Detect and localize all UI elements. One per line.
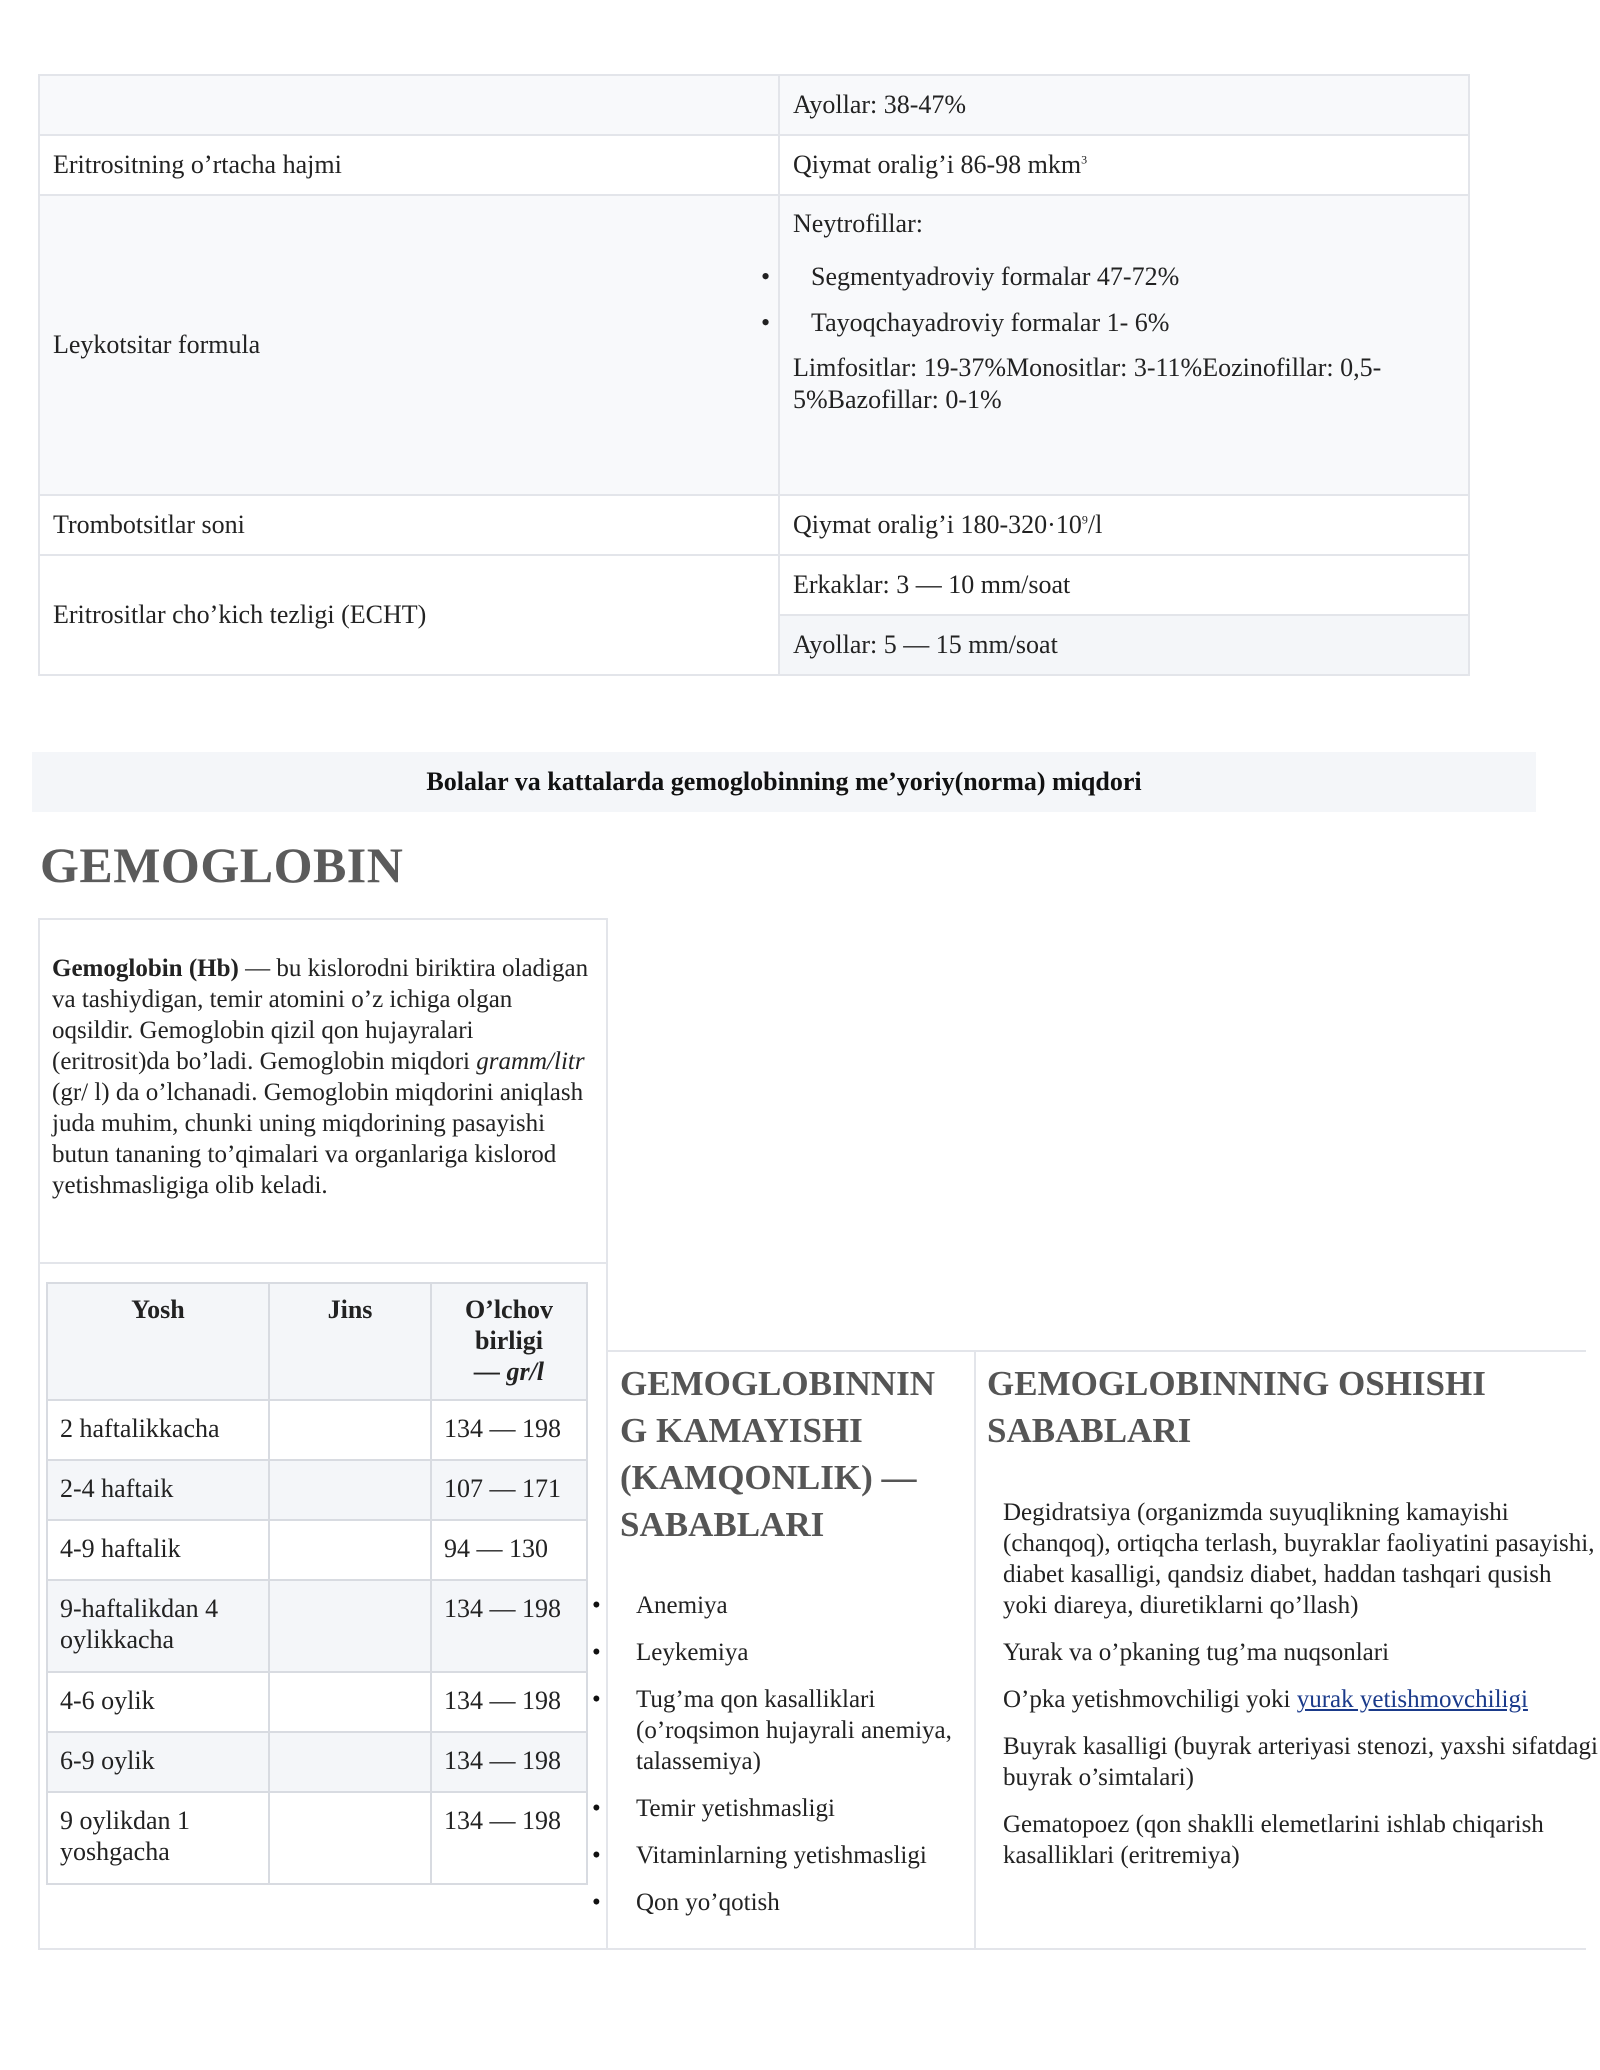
heading-line: G KAMAYISHI [620, 1411, 863, 1450]
table-cell: 107 — 171 [431, 1460, 587, 1520]
column-header: Jins [269, 1283, 431, 1400]
table-cell: Ayollar: 38-47% [779, 75, 1469, 135]
list-item-text: O’pka yetishmovchiligi yoki [1003, 1686, 1297, 1713]
intro-text [52, 953, 592, 1201]
intro-text-1: — bu kislorodni biriktira oladigan va tashiydigan, temir atomini o’z ichiga olgan oqsildir. Gemoglobin qizil qon hujayralari (eritrosit)da bo’ladi. Gemoglobin miqdori [52, 955, 589, 1075]
tromb-unit: /l [1087, 510, 1103, 539]
table-cell: 94 — 130 [431, 1520, 587, 1580]
table-cell [269, 1400, 431, 1460]
table-cell [779, 195, 1469, 495]
list-item: • Tug’ma qon kasalliklari (o’roqsimon hujayrali anemiya, talassemiya) [636, 1684, 964, 1777]
intro-bold: Gemoglobin (Hb) [52, 955, 239, 982]
decrease-list [636, 1590, 964, 1918]
table-cell: 2 haftalikkacha [47, 1400, 269, 1460]
table-cell: Ayollar: 5 — 15 mm/soat [779, 615, 1469, 675]
table-row [47, 1672, 587, 1732]
table-row [39, 135, 1469, 195]
table-cell-empty [39, 75, 779, 135]
table-cell: 134 — 198 [431, 1732, 587, 1792]
table-cell: 2-4 haftaik [47, 1460, 269, 1520]
list-item: • Qon yo’qotish [636, 1887, 964, 1918]
column-header [431, 1283, 587, 1400]
table-cell: 134 — 198 [431, 1792, 587, 1884]
table-cell: Eritrositning o’rtacha hajmi [39, 135, 779, 195]
table-cell [779, 135, 1469, 195]
list-item: • Temir yetishmasligi [636, 1793, 964, 1824]
table-cell: 4-6 oylik [47, 1672, 269, 1732]
table-row [39, 195, 1469, 495]
table-cell: 134 — 198 [431, 1400, 587, 1460]
tromb-value: Qiymat oralig’i 180-320·10 [793, 510, 1082, 539]
table-cell: Erkaklar: 3 — 10 mm/soat [779, 555, 1469, 615]
table-cell [269, 1580, 431, 1672]
table-cell [779, 495, 1469, 555]
table-cell: 134 — 198 [431, 1672, 587, 1732]
table-row [47, 1792, 587, 1884]
divider [38, 1262, 608, 1264]
list-item: • Segmentyadroviy formalar 47-72% [793, 254, 1455, 300]
list-item: • Gematopoez (qon shaklli elemetlarini ishlab chiqarish kasalliklari (eritremiya) [1003, 1809, 1599, 1871]
increase-heading [987, 1360, 1577, 1454]
superscript: 3 [1081, 152, 1088, 167]
table-row [47, 1580, 587, 1672]
list-item: • Anemiya [636, 1590, 964, 1621]
table-header-row [47, 1283, 587, 1400]
table-row [39, 495, 1469, 555]
list-item: • Buyrak kasalligi (buyrak arteriyasi stenozi, yaxshi sifatdagi buyrak o’simtalari) [1003, 1731, 1599, 1793]
table-row [47, 1520, 587, 1580]
list-item [1003, 1684, 1599, 1715]
blood-norms-table [38, 74, 1470, 676]
list-item: • Tayoqchayadroviy formalar 1- 6% [793, 300, 1455, 346]
unit-header: O’lchov birligi [464, 1295, 554, 1355]
increase-list [1003, 1497, 1599, 1917]
mcv-value: Qiymat oralig’i 86-98 mkm [793, 150, 1082, 179]
table-row [47, 1732, 587, 1792]
table-cell: Leykotsitar formula [39, 195, 779, 495]
list-item: • Yurak va o’pkaning tug’ma nuqsonlari [1003, 1637, 1599, 1668]
neytro-list [793, 254, 1455, 346]
table-cell [269, 1732, 431, 1792]
age-hemoglobin-table [46, 1282, 588, 1885]
intro-italic: gramm/litr [476, 1048, 585, 1075]
heading-line: GEMOGLOBINNING OSHISHI [987, 1364, 1486, 1403]
page-title: GEMOGLOBIN [40, 837, 404, 893]
other-cells-line: 5%Bazofillar: 0-1% [793, 385, 1002, 414]
table-cell: 4-9 haftalik [47, 1520, 269, 1580]
table-cell [269, 1792, 431, 1884]
table-row [39, 555, 1469, 615]
list-item: • Vitaminlarning yetishmasligi [636, 1840, 964, 1871]
table-row [39, 75, 1469, 135]
heading-line: SABABLARI [620, 1505, 825, 1544]
table-cell [269, 1520, 431, 1580]
list-item: • Degidratsiya (organizmda suyuqlikning kamayishi (chanqoq), ortiqcha terlash, buyraklar faoliyatini pasayishi, diabet kasalligi, qandsiz diabet, haddan tashqari qusish yoki diareya, diuretiklarni qo’llash) [1003, 1497, 1599, 1621]
table-cell: Eritrositlar cho’kich tezligi (ECHT) [39, 555, 779, 675]
table-cell: 9-haftalikdan 4 oylikkacha [47, 1580, 269, 1672]
table-row [47, 1400, 587, 1460]
table-cell: 6-9 oylik [47, 1732, 269, 1792]
unit-header-italic: — gr/l [473, 1357, 545, 1386]
table-cell [269, 1460, 431, 1520]
column-header: Yosh [47, 1283, 269, 1400]
heart-failure-link[interactable]: yurak yetishmovchiligi [1296, 1686, 1528, 1713]
table-cell: Trombotsitlar soni [39, 495, 779, 555]
table-cell: 134 — 198 [431, 1580, 587, 1672]
intro-text-2: (gr/ l) da o’lchanadi. Gemoglobin miqdorini aniqlash juda muhim, chunki uning miqdorining pasayishi butun tananing to’qimalari va organlariga kislorod yetishmasligiga olib keladi. [52, 1079, 584, 1199]
table-cell [269, 1672, 431, 1732]
decrease-heading [620, 1360, 970, 1548]
list-item: • Leykemiya [636, 1637, 964, 1668]
heading-line: (KAMQONLIK) — [620, 1458, 917, 1497]
heading-line: SABABLARI [987, 1411, 1192, 1450]
table-row [47, 1460, 587, 1520]
table-cell: 9 oylikdan 1 yoshgacha [47, 1792, 269, 1884]
heading-line: GEMOGLOBINNIN [620, 1364, 936, 1403]
section-band-title: Bolalar va kattalarda gemoglobinning me’yoriy(norma) miqdori [32, 752, 1536, 812]
neytro-title: Neytrofillar: [793, 209, 923, 238]
other-cells-line: Limfositlar: 19-37%Monositlar: 3-11%Eozinofillar: 0,5- [793, 353, 1382, 382]
superscript: 9 [1081, 512, 1088, 527]
